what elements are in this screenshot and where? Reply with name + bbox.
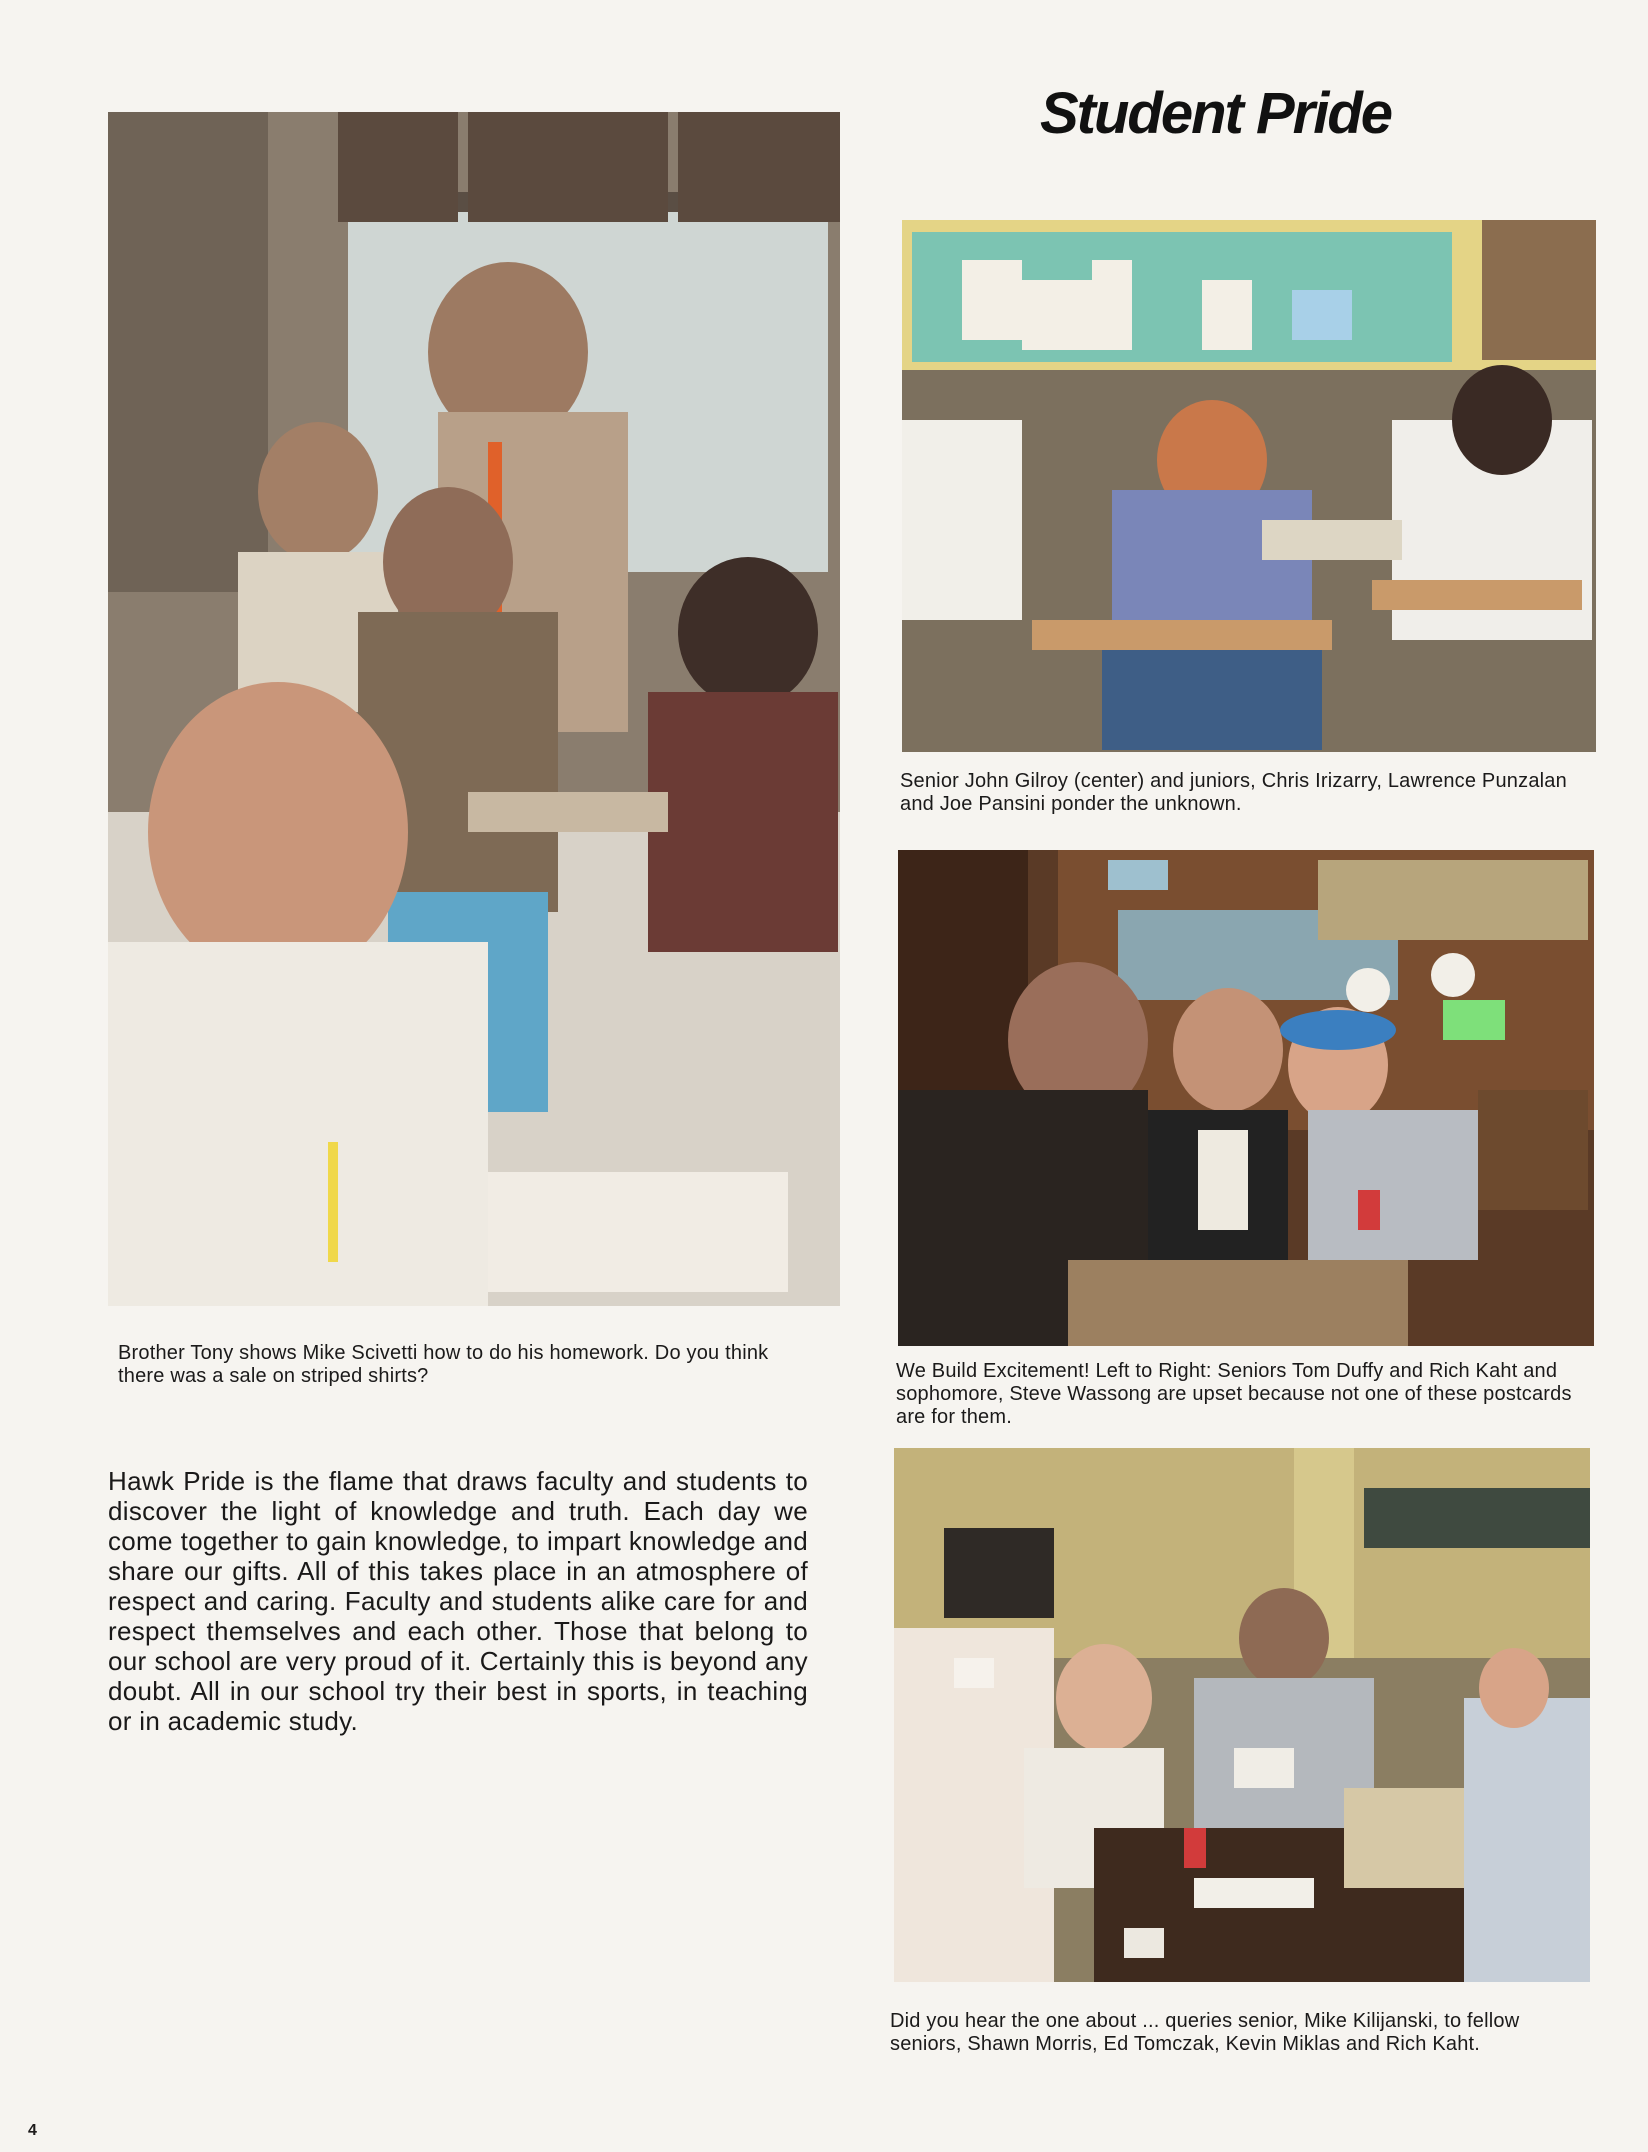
page-number: 4 <box>28 2122 37 2139</box>
main-photo-caption: Brother Tony shows Mike Scivetti how to do his homework. Do you think there was a sale on striped shirts? <box>118 1342 769 1387</box>
classroom-photo-image <box>902 220 1596 752</box>
body-paragraph: Hawk Pride is the flame that draws faculty and students to discover the light of knowledge and truth. Each day we come together to gain knowledge, to impart knowledge and share our gifts. All of this takes place in an atmosphere of respect and caring. Faculty and students alike care for and respect themselves and each other. Those that belong to our school are very proud of it. Certainly this is beyond any doubt. All in our school try their best in sports, in teaching or in academic study. <box>108 1466 808 1736</box>
main-classroom-photo <box>108 112 840 1306</box>
cafeteria-photo-image <box>894 1448 1590 1982</box>
main-classroom-photo-image <box>108 112 840 1306</box>
postcards-photo <box>898 850 1594 1346</box>
cafeteria-photo <box>894 1448 1590 1982</box>
classroom-photo-caption: Senior John Gilroy (center) and juniors, Chris Irizarry, Lawrence Punzalan and Joe Pansini ponder the unknown. <box>900 770 1567 815</box>
page-title: Student Pride <box>1040 81 1392 146</box>
postcards-photo-image <box>898 850 1594 1346</box>
classroom-photo <box>902 220 1596 752</box>
postcards-photo-caption: We Build Excitement! Left to Right: Seniors Tom Duffy and Rich Kaht and sophomore, Steve Wassong are upset because not one of these postcards are for them. <box>896 1360 1572 1428</box>
cafeteria-photo-caption: Did you hear the one about ... queries senior, Mike Kilijanski, to fellow seniors, Shawn Morris, Ed Tomczak, Kevin Miklas and Rich Kaht. <box>890 2010 1520 2055</box>
